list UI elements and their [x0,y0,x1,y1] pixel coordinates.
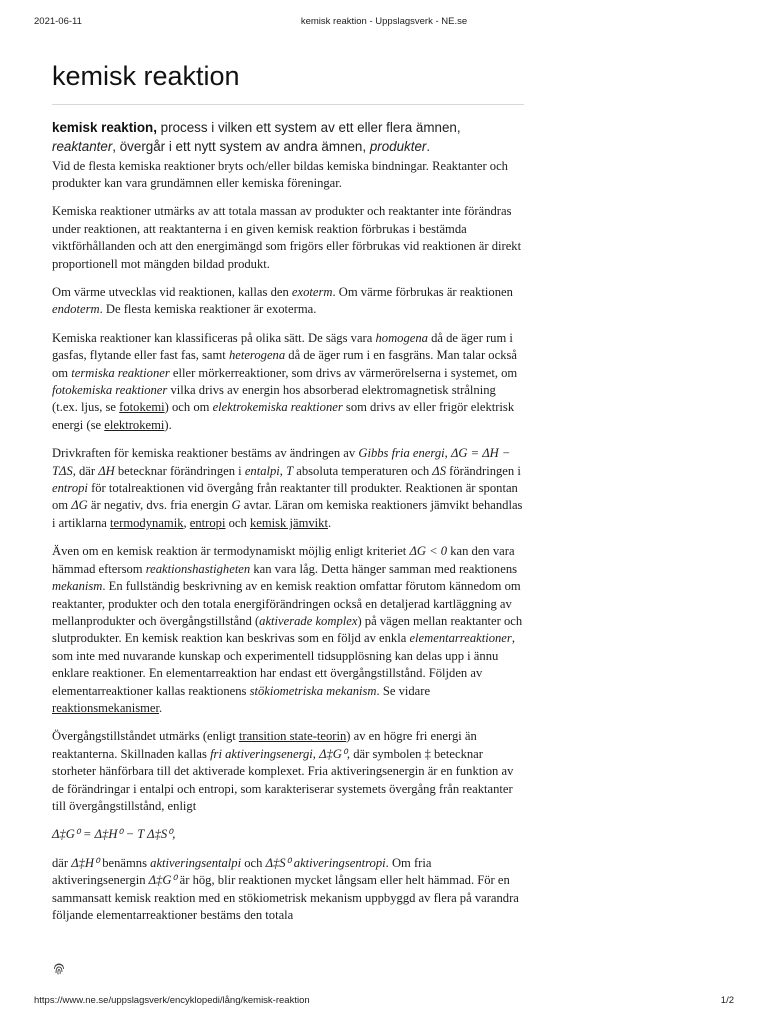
text: . Om fria aktiveringsenergin [52,855,432,888]
emphasis: fri aktiveringsenergi [210,746,313,761]
link-reaktionsmekanismer[interactable]: reaktionsmekanismer [52,700,160,715]
text: , där symbolen ‡ betecknar storheter hänförbara till det aktiverade komplexet. Fria aktiveringsenergin är en funktion av de förändringar i entalpi och entropi, som karakteriserar systemets övergång från reaktanter till övergångstillstånd, enligt [52,746,514,813]
emphasis: stökiometriska mekanism [249,683,377,698]
text: , [444,446,451,461]
text: Kemiska reaktioner kan klassificeras på olika sätt. De sägs vara [52,330,376,345]
emphasis: heterogena [228,348,286,363]
emphasis: aktiverade komplex [259,613,358,628]
text: , där [72,463,99,478]
symbol: Δ‡G⁰ [319,746,347,761]
symbol: ΔS [432,463,446,478]
text: och [225,515,250,530]
text: ) och om [164,400,213,415]
link-transition-state-teorin[interactable]: transition state-teorin [238,729,347,744]
lead-text: . [426,139,431,155]
symbol: ΔG [71,498,88,513]
text: där [52,855,72,870]
lead-term: kemisk reaktion, [52,119,157,135]
emphasis: endoterm [52,302,100,317]
text: avtar. Läran om kemiska reaktioners jämvikt behandlas i artiklarna [52,498,523,530]
emphasis: elektrokemiska reaktioner [212,400,343,415]
text: . En fullständig beskrivning av en kemisk reaktion omfattar förutom kännedom om reaktanter, produkter och den totala energiförändringen också en detaljerad kartläggning av mellanprodukter och övergångstillstånd ( [52,579,521,628]
emphasis: aktiveringsentalpi [150,855,242,870]
text: Övergångstillståndet utmärks (enligt [52,729,239,744]
emphasis: entropi [52,481,88,496]
print-url: https://www.ne.se/uppslagsverk/encyklopedi/lång/kemisk-reaktion [34,995,310,1006]
link-termodynamik[interactable]: termodynamik [110,515,184,530]
paragraph-6 [52,543,524,717]
text: , [312,746,320,761]
symbol: ΔH [98,463,115,478]
text: , [183,515,190,530]
text: benämns [99,855,151,870]
link-fotokemi[interactable]: fotokemi [119,400,165,415]
text: ) på vägen mellan reaktanter och slutprodukter. En kemisk reaktion kan beskrivas som en följd av enkla [52,613,523,646]
text: , [279,463,287,478]
paragraph-1: Vid de flesta kemiska reaktioner bryts och/eller bildas kemiska bindningar. Reaktanter och produkter kan vara grundämnen eller kemiska föreningar. [52,158,508,190]
text: Om värme utvecklas vid reaktionen, kallas den [52,285,292,299]
text: absoluta temperaturen och [293,463,433,478]
emphasis: entalpi [244,463,280,478]
link-kemisk-jamvikt[interactable]: kemisk jämvikt [249,515,328,530]
text: , som inte med nuvarande kunskap och experimentell tidsupplösning kan delas upp i ännu enklare reaktioner. En elementarreaktion har endast ett övergångstillstånd. Följden av elementarreaktioner kallas reaktionens [52,631,515,698]
paragraph-5 [52,445,524,532]
equation: ΔG = ΔH − TΔS [52,446,511,478]
text: . De flesta kemiska reaktioner är exoterma. [99,302,317,317]
paragraph-3 [52,284,524,319]
emphasis: mekanism [52,579,103,594]
text: . [327,515,332,530]
lead-text: process i vilken ett system av ett eller flera ämnen, [156,119,461,135]
article [52,62,524,935]
text: för totalreaktionen vid övergång från reaktanter till produkter. Reaktionen är spontan om [52,481,518,513]
emphasis: Gibbs fria energi [358,446,445,461]
paragraph-2: Kemiska reaktioner utmärks av att totala massan av produkter och reaktanter inte förändras under reaktionen, att reaktanterna i en given kemisk reaktion förbrukas i bestämda viktförhållanden och att den energimängd som frigörs eller förbrukas vid reaktionen är direkt proportionell mot mängden bildad produkt. [52,204,522,271]
fingerprint-icon [53,962,65,976]
emphasis: termiska reaktioner [71,365,170,380]
text: och [241,855,266,870]
symbol: Δ‡H⁰ [71,855,100,870]
text: . [159,700,163,715]
print-page-title: kemisk reaktion - Uppslagsverk - NE.se [300,16,468,27]
paragraph-7 [52,728,524,815]
equation-block: Δ‡G⁰ = Δ‡H⁰ − T Δ‡S⁰, [52,827,176,842]
emphasis: fotokemiska reaktioner [52,383,168,398]
text: betecknar förändringen i [114,463,245,478]
page-number: 1/2 [720,995,734,1006]
text: vilka drivs av energin hos absorberad elektromagnetisk strålning (t.ex. ljus, se [52,383,496,415]
article-body [52,158,524,925]
text: förändringen i [446,463,521,478]
paragraph-4 [52,330,524,434]
text: är hög, blir reaktionen mycket långsam eller helt hämmad. För en sammansatt kemisk reaktion med en stökiometrisk mekanism uppbyggd av flera på varandra följande elementarreaktioner bestäms den totala [52,873,519,922]
text: kan vara låg. Detta hänger samman med reaktionens [250,561,518,576]
paragraph-8 [52,855,524,925]
emphasis: homogena [375,330,428,345]
emphasis: exoterm [291,285,333,299]
print-date: 2021-06-11 [34,16,82,27]
text: då de äger rum i en fasgräns. Man talar också om [52,348,517,380]
emphasis: aktiveringsentropi [293,855,386,870]
text: som drivs av eller frigör elektrisk energi (se [52,400,515,432]
text: Drivkraften för kemiska reaktioner bestäms av ändringen av [52,446,359,461]
text: kan den vara hämmad eftersom [52,544,515,576]
text: ) av en högre fri energi än reaktanterna. Skillnaden kallas [52,729,477,761]
text: eller mörkerreaktioner, som drivs av värmerörelserna i systemet, om [169,365,518,380]
text: är negativ, dvs. fria energin [87,498,232,513]
link-entropi[interactable]: entropi [189,515,226,530]
article-lead [52,118,524,157]
lead-emphasis: produkter [369,139,427,155]
symbol: Δ‡S⁰ [265,855,291,870]
equation: ΔG < 0 [409,544,448,559]
text: då de äger rum i gasfas, flytande eller fast fas, samt [52,330,513,363]
lead-emphasis: reaktanter [52,139,113,155]
print-header [34,16,734,30]
lead-text: , övergår i ett nytt system av andra ämnen, [112,139,370,155]
text: ). [164,417,172,432]
symbol: T [286,463,294,478]
symbol: G [231,498,241,513]
text: Även om en kemisk reaktion är termodynamiskt möjlig enligt kriteriet [52,544,410,559]
emphasis: reaktionshastigheten [145,561,251,576]
link-elektrokemi[interactable]: elektrokemi [104,417,165,432]
emphasis: elementarreaktioner [409,631,512,646]
page-title: kemisk reaktion [52,62,524,105]
text: . Se vidare [376,683,431,698]
text: . Om värme förbrukas är reaktionen [332,285,513,299]
symbol: Δ‡G⁰ [148,873,177,888]
